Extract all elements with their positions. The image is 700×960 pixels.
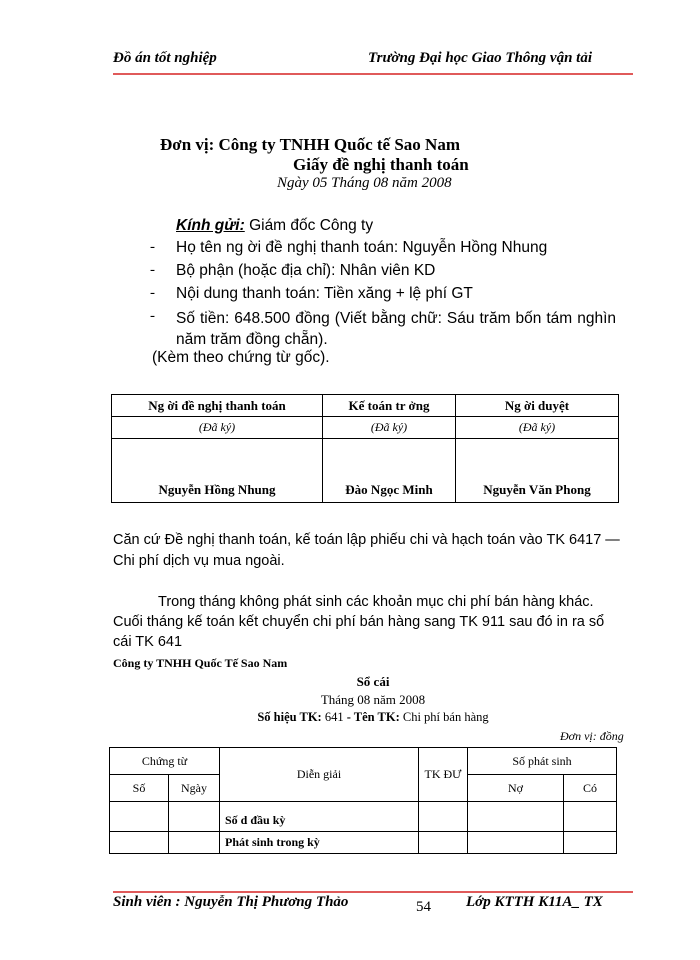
col-credit: Có bbox=[564, 775, 617, 802]
dash-2: - bbox=[150, 262, 155, 278]
sig-name-2: Đào Ngọc Minh bbox=[323, 439, 456, 503]
salutation-value: Giám đốc Công ty bbox=[249, 217, 374, 234]
col-debit: Nợ bbox=[468, 775, 564, 802]
sig-signed-1: (Đã ký) bbox=[112, 417, 323, 439]
request-line-amount: Số tiền: 648.500 đồng (Viết bằng chữ: Sáu trăm bốn tám nghìn năm trăm đồng chẵn). bbox=[176, 310, 616, 348]
cell-empty bbox=[564, 832, 617, 854]
ledger-row-opening: Số d đầu kỳ bbox=[220, 802, 419, 832]
sig-header-chief-accountant: Kế toán tr ởng bbox=[323, 395, 456, 417]
dash-1: - bbox=[150, 239, 155, 255]
header-rule bbox=[113, 73, 633, 75]
ledger-unit: Đơn vị: đồng bbox=[560, 729, 624, 743]
cell-empty bbox=[110, 832, 169, 854]
footer-class: Lớp KTTH K11A_ TX bbox=[466, 894, 603, 910]
footer-rule bbox=[113, 891, 633, 893]
salutation-label: Kính gửi: bbox=[176, 217, 245, 234]
ledger-account bbox=[113, 710, 633, 725]
salutation bbox=[176, 217, 373, 235]
sig-name-1: Nguyễn Hồng Nhung bbox=[112, 439, 323, 503]
col-date: Ngày bbox=[169, 775, 220, 802]
ledger-table bbox=[109, 747, 617, 854]
col-amount: Số phát sinh bbox=[468, 748, 617, 775]
ledger-company: Công ty TNHH Quốc Tế Sao Nam bbox=[113, 656, 288, 670]
cell-empty bbox=[169, 832, 220, 854]
footer-student: Sinh viên : Nguyễn Thị Phương Thảo bbox=[113, 894, 349, 910]
sig-signed-3: (Đã ký) bbox=[456, 417, 619, 439]
sig-header-requester: Ng ời đề nghị thanh toán bbox=[112, 395, 323, 417]
request-line-department: Bộ phận (hoặc địa chỉ): Nhân viên KD bbox=[176, 262, 436, 279]
request-line-name: Họ tên ng ời đề nghị thanh toán: Nguyễn Hồng Nhung bbox=[176, 239, 548, 256]
request-date: Ngày 05 Tháng 08 năm 2008 bbox=[277, 175, 452, 191]
sig-header-approver: Ng ời duyệt bbox=[456, 395, 619, 417]
header-right: Trường Đại học Giao Thông vận tải bbox=[368, 50, 593, 66]
account-name: Chi phí bán hàng bbox=[402, 710, 489, 724]
request-line-content: Nội dung thanh toán: Tiền xăng + lệ phí GT bbox=[176, 285, 473, 302]
cell-empty bbox=[419, 802, 468, 832]
request-title: Giấy đề nghị thanh toán bbox=[293, 155, 469, 174]
cell-empty bbox=[169, 802, 220, 832]
col-tk-du: TK ĐƯ bbox=[419, 748, 468, 802]
dash-3: - bbox=[150, 285, 155, 301]
cell-empty bbox=[419, 832, 468, 854]
cell-empty bbox=[110, 802, 169, 832]
cell-empty bbox=[564, 802, 617, 832]
ledger-title: Sổ cái bbox=[356, 674, 390, 689]
paragraph-2: Trong tháng không phát sinh các khoản mục chi phí bán hàng khác. Cuối tháng kế toán kết chuyển chi phí bán hàng sang TK 911 sau đó in ra sổ cái TK 641 bbox=[113, 594, 605, 650]
col-no: Số bbox=[110, 775, 169, 802]
ledger-period: Tháng 08 năm 2008 bbox=[320, 692, 426, 707]
col-description: Diễn giải bbox=[220, 748, 419, 802]
header-left: Đồ án tốt nghiệp bbox=[113, 50, 217, 66]
signature-table bbox=[111, 394, 619, 503]
sig-name-3: Nguyễn Văn Phong bbox=[456, 439, 619, 503]
page-number: 54 bbox=[416, 899, 431, 915]
paragraph-1: Căn cứ Đề nghị thanh toán, kế toán lập phiếu chi và hạch toán vào TK 6417 — Chi phí dịch vụ mua ngoài. bbox=[113, 532, 620, 569]
unit-line: Đơn vị: Công ty TNHH Quốc tế Sao Nam bbox=[160, 135, 460, 154]
attachment-note: (Kèm theo chứng từ gốc). bbox=[152, 349, 330, 366]
account-label-2: - Tên TK: bbox=[346, 710, 400, 724]
account-number: 641 bbox=[324, 710, 344, 724]
sig-signed-2: (Đã ký) bbox=[323, 417, 456, 439]
dash-4: - bbox=[150, 308, 155, 324]
ledger-row-period: Phát sinh trong kỳ bbox=[220, 832, 419, 854]
cell-empty bbox=[468, 802, 564, 832]
account-label-1: Số hiệu TK: bbox=[257, 710, 322, 724]
col-voucher: Chứng từ bbox=[110, 748, 220, 775]
cell-empty bbox=[468, 832, 564, 854]
